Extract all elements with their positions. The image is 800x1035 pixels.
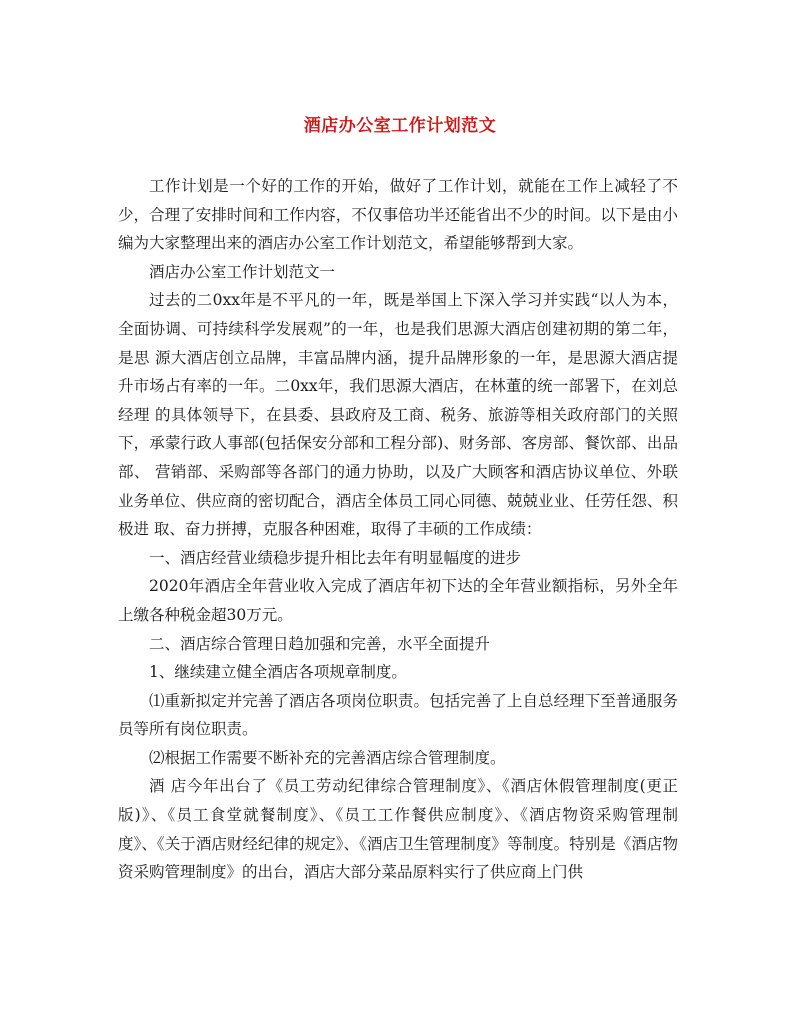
list-item-1: 1、继续建立健全酒店各项规章制度。: [149, 663, 407, 682]
section-heading-1: 一、酒店经营业绩稳步提升相比去年有明显幅度的进步: [149, 548, 522, 567]
paragraph-intro: 工作计划是一个好的工作的开始，做好了工作计划，就能在工作上减轻了不少，合理了安排时间和工作内容，不仅事倍功半还能省出不少的时间。以下是由小编为大家整理出来的酒店办公室工作计划范文，希望能够帮到大家。: [118, 177, 678, 253]
list-item-1-1: ⑴重新拟定并完善了酒店各项岗位职责。包括完善了上自总经理下至普通服务员等所有岗位职责。: [118, 691, 678, 739]
list-item-1-2: ⑵根据工作需要不断补充的完善酒店综合管理制度。: [149, 748, 506, 767]
document-body: [118, 172, 678, 887]
paragraph-regulations: 酒 店今年出台了《员工劳动纪律综合管理制度》、《酒店休假管理制度(更正版)》、《员工食堂就餐制度》、《员工工作餐供应制度》、《酒店物资采购管理制 度》、《关于酒店财经纪律的规定》、《酒店卫生管理制度》等制度。特别是《酒店物资采购管理制度》的出台，酒店大部分菜品原料实行了供应商上门供: [118, 777, 678, 882]
paragraph-review: 过去的二0xx年是不平凡的一年，既是举国上下深入学习并实践“以人为本，全面协调、可持续科学发展观”的一年，也是我们思源大酒店创建初期的第二年，是思 源大酒店创立品牌，丰富品牌内涵，提升品牌形象的一年，是思源大酒店提升市场占有率的一年。二0xx年，我们思源大酒店，在林董的统一部署下，在刘总经理 的具体领导下，在县委、县政府及工商、税务、旅游等相关政府部门的关照下，承蒙行政人事部(包括保安分部和工程分部)、财务部、客房部、餐饮部、出品部、 营销部、采购部等各部门的通力协助，以及广大顾客和酒店协议单位、外联业务单位、供应商的密切配合，酒店全体员工同心同德、兢兢业业、任劳任怨、积极进 取、奋力拼搏，克服各种困难，取得了丰硕的工作成绩：: [118, 291, 678, 539]
section-heading-sample-one: 酒店办公室工作计划范文一: [149, 262, 336, 281]
paragraph-revenue: 2020年酒店全年营业收入完成了酒店年初下达的全年营业额指标，另外全年上缴各种税金超30万元。: [118, 577, 678, 624]
document-title: 酒店办公室工作计划范文: [303, 116, 497, 136]
section-heading-2: 二、酒店综合管理日趋加强和完善，水平全面提升: [149, 634, 491, 653]
